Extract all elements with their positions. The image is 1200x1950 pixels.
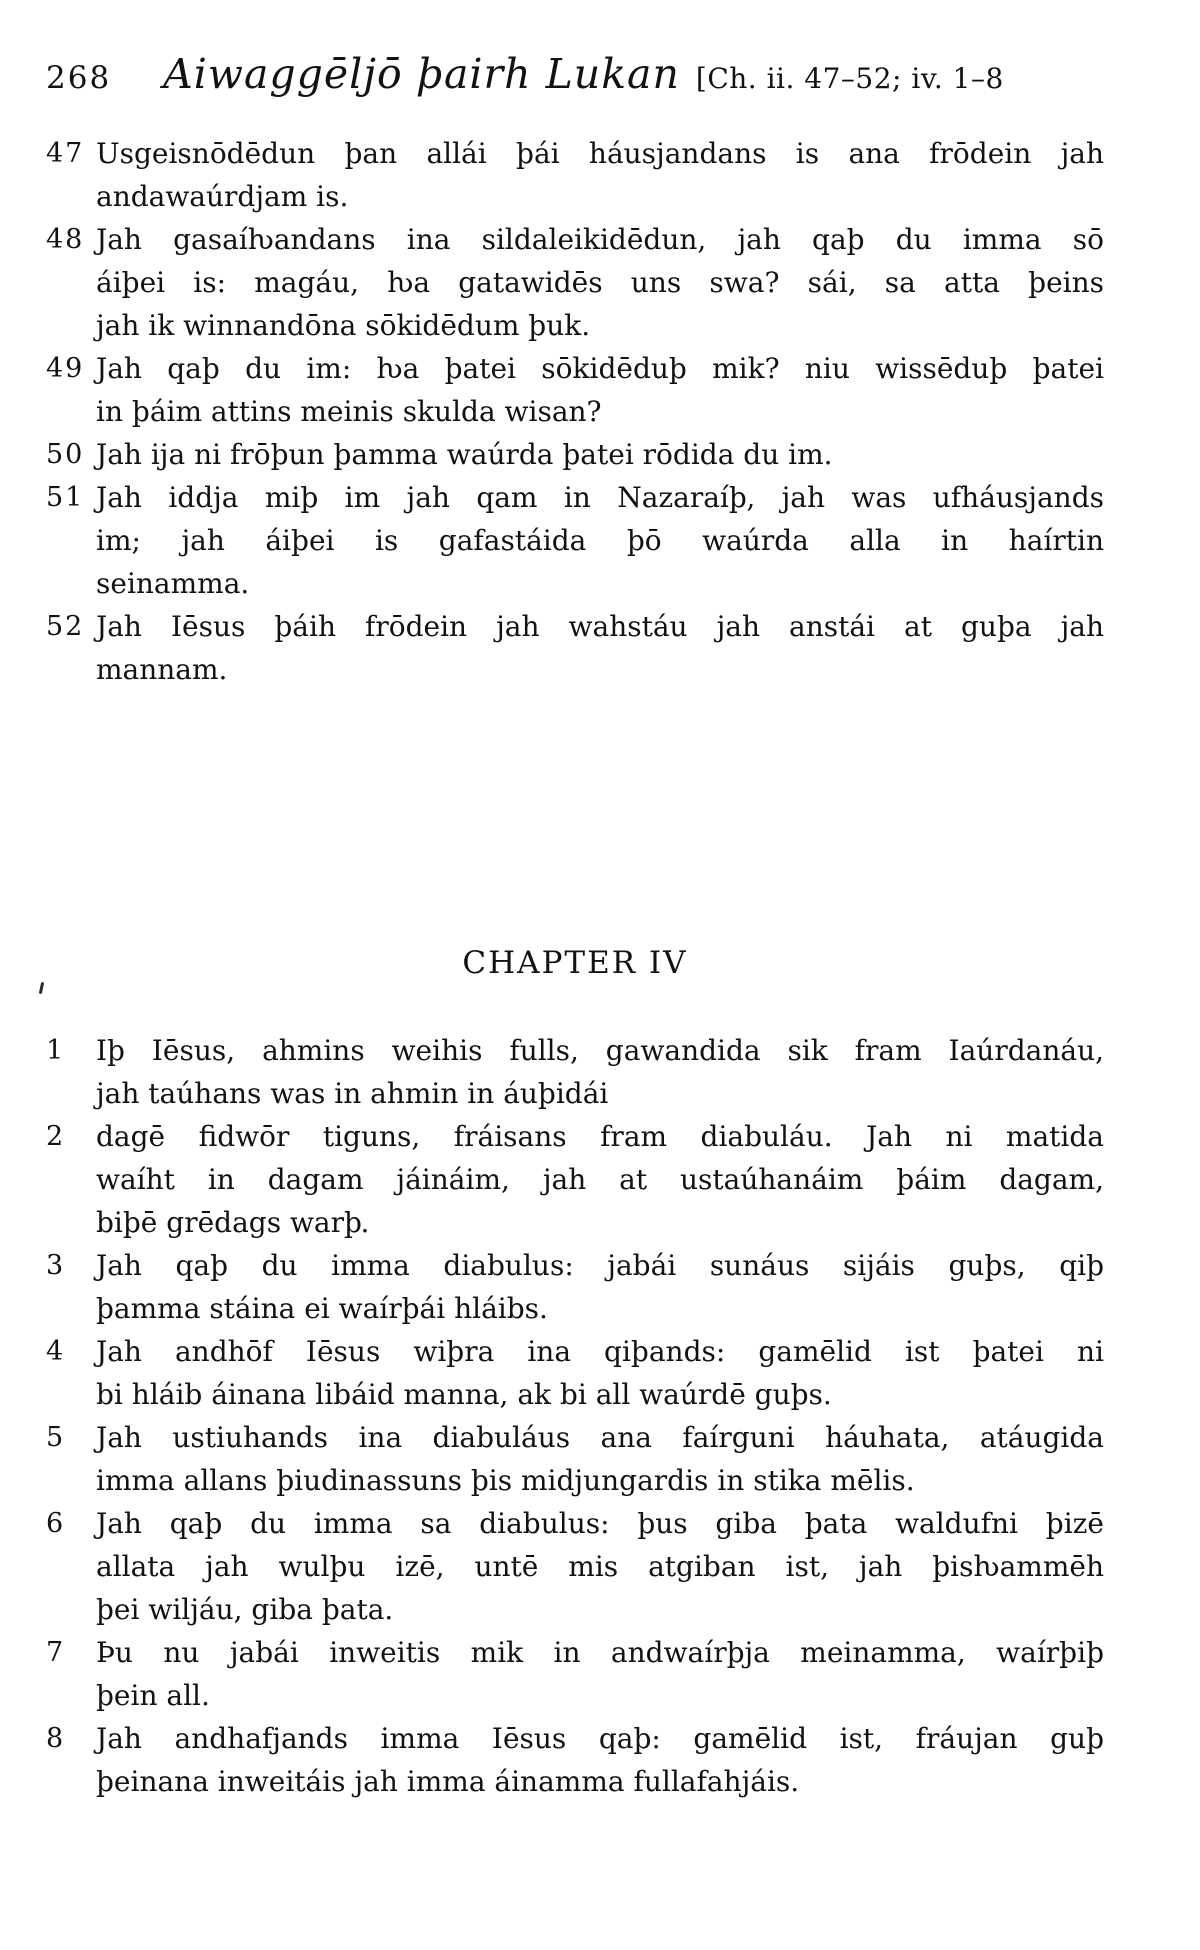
verse-row	[46, 605, 1104, 691]
verse-text	[96, 1631, 1104, 1717]
verse-line: andawaúrdjam is.	[96, 180, 349, 213]
verse-number: 48	[46, 224, 85, 255]
verse-line: biþē grēdags warþ.	[96, 1206, 370, 1239]
chapter-heading: CHAPTER IV	[462, 945, 688, 981]
verse-row	[46, 218, 1104, 347]
verse-text	[96, 1029, 1104, 1115]
verse-line: Jah qaþ du imma sa diabulus: þus giba þata waldufni þizē	[96, 1507, 1104, 1540]
verse-line: Jah ustiuhands ina diabuláus ana faírguni háuhata, atáugida	[96, 1421, 1104, 1454]
verse-line: Jah ija ni frōþun þamma waúrda þatei rōdida du im.	[96, 438, 833, 471]
verse-line: þamma stáina ei waírþái hláibs.	[96, 1292, 548, 1325]
verse-text	[96, 1115, 1104, 1244]
verse-number: 52	[46, 611, 85, 642]
verse-line: Usgeisnōdēdun þan allái þái háusjandans is ana frōdein jah	[96, 137, 1104, 170]
verse-line: jah taúhans was in ahmin in áuþidái	[96, 1077, 609, 1110]
verse-text	[96, 605, 1104, 691]
ink-speck	[39, 982, 44, 994]
verse-text	[96, 1330, 1104, 1416]
verses-chapter-4	[46, 1029, 1104, 1803]
verse-row	[46, 132, 1104, 218]
verse-text	[96, 1717, 1104, 1803]
verse-line: Þu nu jabái inweitis mik in andwaírþja meinamma, waírþiþ	[96, 1636, 1104, 1669]
chapter-verse-reference: [Ch. ii. 47–52; iv. 1–8	[695, 62, 1004, 95]
verses-chapter-2	[46, 132, 1104, 691]
verse-line: Jah andhōf Iēsus wiþra ina qiþands: gamēlid ist þatei ni	[96, 1335, 1104, 1368]
verse-number: 50	[46, 439, 85, 470]
verse-number: 4	[46, 1336, 66, 1367]
verse-line: Jah qaþ du imma diabulus: jabái sunáus sijáis guþs, qiþ	[96, 1249, 1104, 1282]
verse-row	[46, 1330, 1104, 1416]
verse-line: Jah iddja miþ im jah qam in Nazaraíþ, jah was ufháusjands	[96, 481, 1104, 514]
verse-text	[96, 1416, 1104, 1502]
verse-number: 49	[46, 353, 85, 384]
verse-text	[96, 132, 1104, 218]
verse-row	[46, 1631, 1104, 1717]
verse-line: Jah gasaíƕandans ina sildaleikidēdun, jah qaþ du imma sō	[96, 223, 1104, 256]
verse-text	[96, 433, 1104, 476]
verse-line: Iþ Iēsus, ahmins weihis fulls, gawandida sik fram Iaúrdanáu,	[96, 1034, 1104, 1067]
verse-row	[46, 1502, 1104, 1631]
verse-line: allata jah wulþu izē, untē mis atgiban ist, jah þisƕammēh	[96, 1550, 1104, 1583]
verse-row	[46, 1717, 1104, 1803]
verse-row	[46, 1029, 1104, 1115]
verse-number: 3	[46, 1250, 66, 1281]
verse-line: mannam.	[96, 653, 228, 686]
verse-line: Jah Iēsus þáih frōdein jah wahstáu jah anstái at guþa jah	[96, 610, 1104, 643]
verse-number: 5	[46, 1422, 66, 1453]
verse-row	[46, 1244, 1104, 1330]
verse-line: áiþei is: magáu, ƕa gatawidēs uns swa? sái, sa atta þeins	[96, 266, 1104, 299]
verse-line: Jah qaþ du im: ƕa þatei sōkidēduþ mik? niu wissēduþ þatei	[96, 352, 1104, 385]
verse-text	[96, 1244, 1104, 1330]
verse-line: bi hláib áinana libáid manna, ak bi all waúrdē guþs.	[96, 1378, 832, 1411]
page-body	[46, 132, 1104, 1803]
verse-number: 6	[46, 1508, 66, 1539]
verse-row	[46, 1416, 1104, 1502]
verse-number: 8	[46, 1723, 66, 1754]
verse-row	[46, 433, 1104, 476]
verse-text	[96, 218, 1104, 347]
verse-line: þeinana inweitáis jah imma áinamma fullafahjáis.	[96, 1765, 800, 1798]
verse-line: in þáim attins meinis skulda wisan?	[96, 395, 602, 428]
verse-number: 51	[46, 482, 85, 513]
verse-number: 1	[46, 1035, 66, 1066]
verse-row	[46, 476, 1104, 605]
verse-line: jah ik winnandōna sōkidēdum þuk.	[96, 309, 591, 342]
verse-text	[96, 476, 1104, 605]
verse-line: þein all.	[96, 1679, 210, 1712]
running-header	[46, 50, 1004, 98]
verse-line: Jah andhafjands imma Iēsus qaþ: gamēlid ist, fráujan guþ	[96, 1722, 1104, 1755]
verse-row	[46, 1115, 1104, 1244]
verse-number: 47	[46, 138, 85, 169]
verse-line: imma allans þiudinassuns þis midjungardis in stika mēlis.	[96, 1464, 915, 1497]
verse-line: dagē fidwōr tiguns, fráisans fram diabuláu. Jah ni matida	[96, 1120, 1104, 1153]
verse-number: 7	[46, 1637, 66, 1668]
book-title: Aiwaggēljō þairh Lukan	[163, 50, 680, 98]
verse-line: waíht in dagam jáináim, jah at ustaúhanáim þáim dagam,	[96, 1163, 1104, 1196]
verse-text	[96, 347, 1104, 433]
verse-line: im; jah áiþei is gafastáida þō waúrda alla in haírtin	[96, 524, 1104, 557]
verse-text	[96, 1502, 1104, 1631]
page-number: 268	[46, 60, 112, 96]
verse-number: 2	[46, 1121, 66, 1152]
verse-line: seinamma.	[96, 567, 250, 600]
verse-row	[46, 347, 1104, 433]
verse-line: þei wiljáu, giba þata.	[96, 1593, 394, 1626]
